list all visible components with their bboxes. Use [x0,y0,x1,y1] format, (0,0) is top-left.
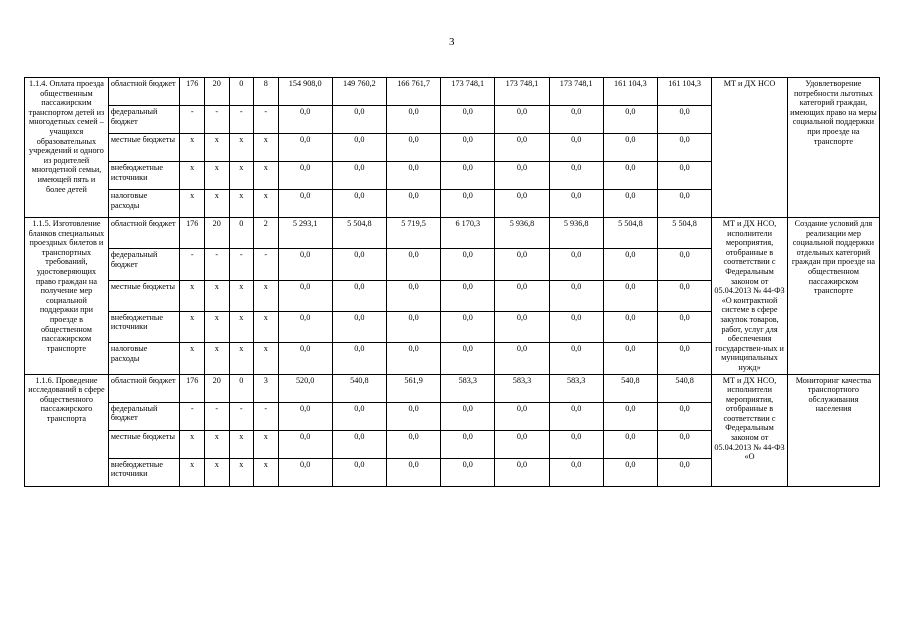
expected-result: Создание условий для реализации мер социальной поддержки отдельных категорий граждан при проезде на общественном пассажирском транспорте [787,218,879,375]
amount-cell: 0,0 [657,106,711,134]
amount-cell: 0,0 [495,343,549,374]
budget-code: 0 [229,374,254,402]
budget-code: - [180,402,205,430]
budget-code: x [254,311,279,342]
budget-code: x [254,190,279,218]
table-body [25,78,880,487]
funding-source: местные бюджеты [108,134,180,162]
amount-cell: 0,0 [549,402,603,430]
budget-code: 20 [204,218,229,249]
amount-cell: 173 748,1 [549,78,603,106]
amount-cell: 0,0 [495,190,549,218]
budget-code: x [204,162,229,190]
funding-source: местные бюджеты [108,280,180,311]
amount-cell: 5 936,8 [495,218,549,249]
amount-cell: 0,0 [332,311,386,342]
amount-cell: 0,0 [332,430,386,458]
amount-cell: 0,0 [657,134,711,162]
amount-cell: 5 936,8 [549,218,603,249]
measure-name: 1.1.6. Проведение исследований в сфере общественного пассажирского транспорта [25,374,109,486]
amount-cell: 0,0 [332,343,386,374]
amount-cell: 0,0 [495,249,549,280]
amount-cell: 0,0 [495,280,549,311]
budget-code: - [180,106,205,134]
budget-code: - [204,249,229,280]
amount-cell: 0,0 [495,311,549,342]
amount-cell: 0,0 [603,134,657,162]
budget-code: - [229,106,254,134]
amount-cell: 0,0 [495,458,549,486]
amount-cell: 0,0 [657,402,711,430]
amount-cell: 0,0 [386,430,440,458]
amount-cell: 0,0 [603,190,657,218]
amount-cell: 166 761,7 [386,78,440,106]
amount-cell: 0,0 [332,458,386,486]
budget-code: 2 [254,218,279,249]
amount-cell: 0,0 [495,430,549,458]
funding-source: областной бюджет [108,374,180,402]
amount-cell: 0,0 [386,402,440,430]
amount-cell: 161 104,3 [603,78,657,106]
budget-code: - [254,402,279,430]
budget-code: x [229,190,254,218]
table-row [25,218,880,249]
budget-code: x [229,430,254,458]
funding-source: местные бюджеты [108,430,180,458]
amount-cell: 0,0 [495,162,549,190]
funding-source: федеральный бюджет [108,249,180,280]
amount-cell: 0,0 [603,343,657,374]
budget-code: x [180,280,205,311]
table-row [25,374,880,402]
page-number: 3 [449,36,455,48]
amount-cell: 0,0 [495,134,549,162]
budget-code: x [204,280,229,311]
amount-cell: 0,0 [278,280,332,311]
budget-code: 176 [180,374,205,402]
measure-name: 1.1.5. Изготовление бланков специальных проездных билетов и транспортных требований, удостоверяющих право граждан на получение мер социальной поддержки при проезде в общественном пассажирском транспорте [25,218,109,375]
amount-cell: 0,0 [386,106,440,134]
amount-cell: 0,0 [386,162,440,190]
funding-source: внебюджетные источники [108,162,180,190]
amount-cell: 149 760,2 [332,78,386,106]
budget-code: x [254,343,279,374]
budget-code: - [204,402,229,430]
budget-code: - [180,249,205,280]
budget-code: 8 [254,78,279,106]
amount-cell: 0,0 [278,458,332,486]
amount-cell: 0,0 [441,106,495,134]
amount-cell: 5 504,8 [657,218,711,249]
amount-cell: 0,0 [441,343,495,374]
amount-cell: 583,3 [495,374,549,402]
amount-cell: 0,0 [549,249,603,280]
amount-cell: 0,0 [386,458,440,486]
amount-cell: 0,0 [278,343,332,374]
amount-cell: 0,0 [603,106,657,134]
amount-cell: 0,0 [278,311,332,342]
amount-cell: 0,0 [657,458,711,486]
amount-cell: 0,0 [441,190,495,218]
amount-cell: 5 504,8 [332,218,386,249]
budget-code: x [229,311,254,342]
measure-name: 1.1.4. Оплата проезда общественным пассажирским транспортом детей из многодетных семей – учащихся образовательных учреждений и одного из родителей многодетной семьи, имеющей пять и более детей [25,78,109,218]
amount-cell: 0,0 [603,458,657,486]
amount-cell: 0,0 [549,162,603,190]
amount-cell: 0,0 [441,162,495,190]
amount-cell: 520,0 [278,374,332,402]
budget-code: 176 [180,218,205,249]
amount-cell: 0,0 [549,190,603,218]
budget-code: 3 [254,374,279,402]
amount-cell: 0,0 [657,280,711,311]
amount-cell: 0,0 [386,311,440,342]
amount-cell: 0,0 [603,249,657,280]
budget-code: x [229,458,254,486]
budget-code: 20 [204,78,229,106]
responsible-executor: МТ и ДХ НСО, исполнители мероприятия, отобранные в соответствии с Федеральным законом от 05.04.2013 № 44-ФЗ «О контрактной системе в сфере закупок товаров, работ, услуг для обеспечения государствен-ных и муниципальных нужд» [712,218,788,375]
amount-cell: 0,0 [603,280,657,311]
budget-code: - [254,249,279,280]
amount-cell: 0,0 [332,402,386,430]
responsible-executor: МТ и ДХ НСО [712,78,788,218]
funding-source: внебюджетные источники [108,458,180,486]
amount-cell: 583,3 [549,374,603,402]
amount-cell: 0,0 [332,280,386,311]
budget-code: x [254,280,279,311]
program-table [24,77,880,487]
funding-source: федеральный бюджет [108,106,180,134]
amount-cell: 5 719,5 [386,218,440,249]
budget-code: x [204,430,229,458]
amount-cell: 0,0 [278,402,332,430]
amount-cell: 0,0 [278,249,332,280]
budget-code: x [180,162,205,190]
amount-cell: 0,0 [441,311,495,342]
amount-cell: 173 748,1 [495,78,549,106]
budget-code: x [180,343,205,374]
amount-cell: 0,0 [549,134,603,162]
budget-code: x [204,190,229,218]
amount-cell: 0,0 [657,190,711,218]
budget-code: - [229,402,254,430]
amount-cell: 540,8 [603,374,657,402]
budget-code: x [229,134,254,162]
amount-cell: 0,0 [332,106,386,134]
amount-cell: 0,0 [549,458,603,486]
budget-code: 20 [204,374,229,402]
amount-cell: 0,0 [441,280,495,311]
budget-code: x [204,311,229,342]
amount-cell: 0,0 [441,458,495,486]
amount-cell: 0,0 [657,311,711,342]
funding-source: федеральный бюджет [108,402,180,430]
amount-cell: 0,0 [386,280,440,311]
amount-cell: 0,0 [603,162,657,190]
amount-cell: 0,0 [332,162,386,190]
amount-cell: 0,0 [386,190,440,218]
budget-code: x [254,134,279,162]
budget-code: 0 [229,218,254,249]
budget-code: x [180,430,205,458]
budget-code: x [180,458,205,486]
budget-code: x [180,311,205,342]
budget-code: x [254,162,279,190]
amount-cell: 0,0 [549,106,603,134]
amount-cell: 161 104,3 [657,78,711,106]
amount-cell: 0,0 [278,106,332,134]
amount-cell: 0,0 [332,134,386,162]
amount-cell: 154 908,0 [278,78,332,106]
amount-cell: 0,0 [603,311,657,342]
budget-code: x [229,280,254,311]
amount-cell: 0,0 [603,402,657,430]
amount-cell: 583,3 [441,374,495,402]
budget-code: x [229,162,254,190]
amount-cell: 0,0 [603,430,657,458]
budget-code: x [180,190,205,218]
amount-cell: 0,0 [278,430,332,458]
funding-source: внебюджетные источники [108,311,180,342]
amount-cell: 0,0 [549,343,603,374]
amount-cell: 5 293,1 [278,218,332,249]
amount-cell: 0,0 [495,402,549,430]
funding-source: областной бюджет [108,218,180,249]
amount-cell: 0,0 [549,430,603,458]
expected-result: Мониторинг качества транспортного обслуживания населения [787,374,879,486]
amount-cell: 0,0 [657,162,711,190]
amount-cell: 6 170,3 [441,218,495,249]
amount-cell: 5 504,8 [603,218,657,249]
amount-cell: 0,0 [657,343,711,374]
budget-code: x [254,458,279,486]
table-row [25,78,880,106]
budget-code: x [204,134,229,162]
funding-source: налоговые расходы [108,190,180,218]
responsible-executor: МТ и ДХ НСО, исполнители мероприятия, отобранные в соответствии с Федеральным законом от 05.04.2013 № 44-ФЗ «О [712,374,788,486]
amount-cell: 0,0 [441,249,495,280]
budget-code: - [254,106,279,134]
amount-cell: 0,0 [549,280,603,311]
amount-cell: 0,0 [332,249,386,280]
amount-cell: 0,0 [657,430,711,458]
amount-cell: 0,0 [278,162,332,190]
amount-cell: 0,0 [549,311,603,342]
budget-code: - [204,106,229,134]
budget-code: x [204,343,229,374]
amount-cell: 561,9 [386,374,440,402]
amount-cell: 0,0 [441,134,495,162]
budget-code: x [180,134,205,162]
budget-code: x [229,343,254,374]
budget-code: x [254,430,279,458]
amount-cell: 0,0 [386,249,440,280]
funding-source: налоговые расходы [108,343,180,374]
amount-cell: 540,8 [332,374,386,402]
amount-cell: 0,0 [278,190,332,218]
amount-cell: 173 748,1 [441,78,495,106]
amount-cell: 0,0 [657,249,711,280]
amount-cell: 0,0 [386,343,440,374]
budget-code: - [229,249,254,280]
amount-cell: 0,0 [278,134,332,162]
expected-result: Удовлетворение потребности льготных категорий граждан, имеющих право на меры социальной поддержки при проезде на транспорте [787,78,879,218]
amount-cell: 0,0 [441,430,495,458]
amount-cell: 0,0 [332,190,386,218]
amount-cell: 0,0 [386,134,440,162]
amount-cell: 0,0 [495,106,549,134]
funding-source: областной бюджет [108,78,180,106]
amount-cell: 540,8 [657,374,711,402]
budget-code: x [204,458,229,486]
budget-code: 176 [180,78,205,106]
amount-cell: 0,0 [441,402,495,430]
budget-code: 0 [229,78,254,106]
